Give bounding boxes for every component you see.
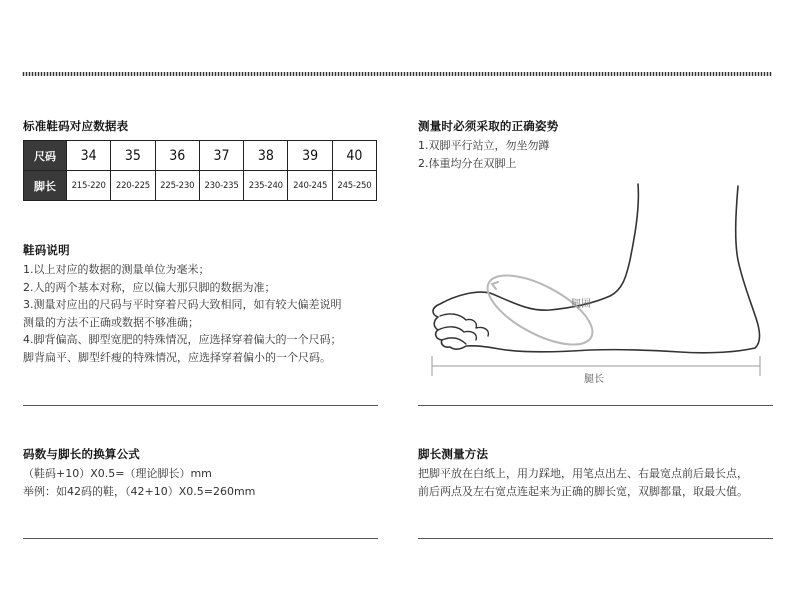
- note-line: 1.以上对应的数据的测量单位为毫米；: [23, 263, 210, 276]
- size-cell: 36: [155, 141, 199, 171]
- size-row-label: 尺码: [24, 141, 67, 171]
- left-divider-2: [23, 538, 378, 539]
- length-cell: 240-245: [288, 171, 332, 201]
- method-line: 前后两点及左右宽点连起来为正确的脚长宽，双脚都量，取最大值。: [418, 484, 748, 498]
- note-line: 4.脚背偏高、脚型宽肥的特殊情况，应选择穿着偏大的一个尺码；: [23, 333, 342, 346]
- note-line: 测量的方法不正确或数据不够准确；: [23, 315, 199, 329]
- formula-line: （鞋码+10）X0.5=（理论脚长）mm: [23, 467, 212, 480]
- formula-body: [23, 465, 255, 500]
- length-cell: 230-235: [199, 171, 243, 201]
- note-line: 2.人的两个基本对称，应以偏大那只脚的数据为准；: [23, 280, 276, 294]
- posture-line: 1.双脚平行站立，勿坐勿蹲: [418, 139, 550, 152]
- posture-title: 测量时必须采取的正确姿势: [418, 119, 559, 133]
- size-cell: 40: [332, 141, 376, 171]
- posture-body: [418, 137, 550, 172]
- posture-line: 2.体重均分在双脚上: [418, 156, 517, 170]
- length-row-label: 脚长: [24, 171, 67, 201]
- length-row: [24, 171, 377, 201]
- right-divider-1: [418, 405, 773, 406]
- formula-line: 举例：如42码的鞋，（42+10）X0.5=260mm: [23, 484, 256, 498]
- method-title: 脚长测量方法: [418, 447, 489, 461]
- size-cell: 39: [288, 141, 332, 171]
- foot-measurement-illustration: [420, 180, 772, 390]
- left-divider-1: [23, 405, 378, 406]
- size-table-title: 标准鞋码对应数据表: [23, 119, 129, 133]
- girth-label: 腿围: [571, 299, 591, 310]
- length-cell: 220-225: [111, 171, 155, 201]
- size-row: [24, 141, 377, 171]
- size-cell: 38: [244, 141, 288, 171]
- length-cell: 245-250: [332, 171, 376, 201]
- toe-detail-icon: [438, 314, 488, 344]
- right-divider-2: [418, 538, 773, 539]
- size-cell: 35: [111, 141, 155, 171]
- size-table: [23, 140, 377, 201]
- length-label: 腿长: [584, 374, 604, 385]
- method-body: [418, 465, 748, 500]
- note-line: 脚背扁平、脚型纤瘦的特殊情况，应选择穿着偏小的一个尺码。: [23, 350, 331, 364]
- size-notes-body: [23, 261, 342, 366]
- length-cell: 215-220: [67, 171, 111, 201]
- girth-arrow-icon: [492, 282, 498, 289]
- size-cell: 34: [67, 141, 111, 171]
- length-cell: 225-230: [155, 171, 199, 201]
- size-notes-title: 鞋码说明: [23, 243, 70, 257]
- length-cell: 235-240: [244, 171, 288, 201]
- size-cell: 37: [199, 141, 243, 171]
- method-line: 把脚平放在白纸上，用力踩地，用笔点出左、右最宽点前后最长点，: [418, 467, 748, 480]
- top-dotted-divider: [22, 72, 772, 76]
- note-line: 3.测量对应出的尺码与平时穿着尺码大致相同，如有较大偏差说明: [23, 298, 342, 311]
- formula-title: 码数与脚长的换算公式: [23, 447, 140, 461]
